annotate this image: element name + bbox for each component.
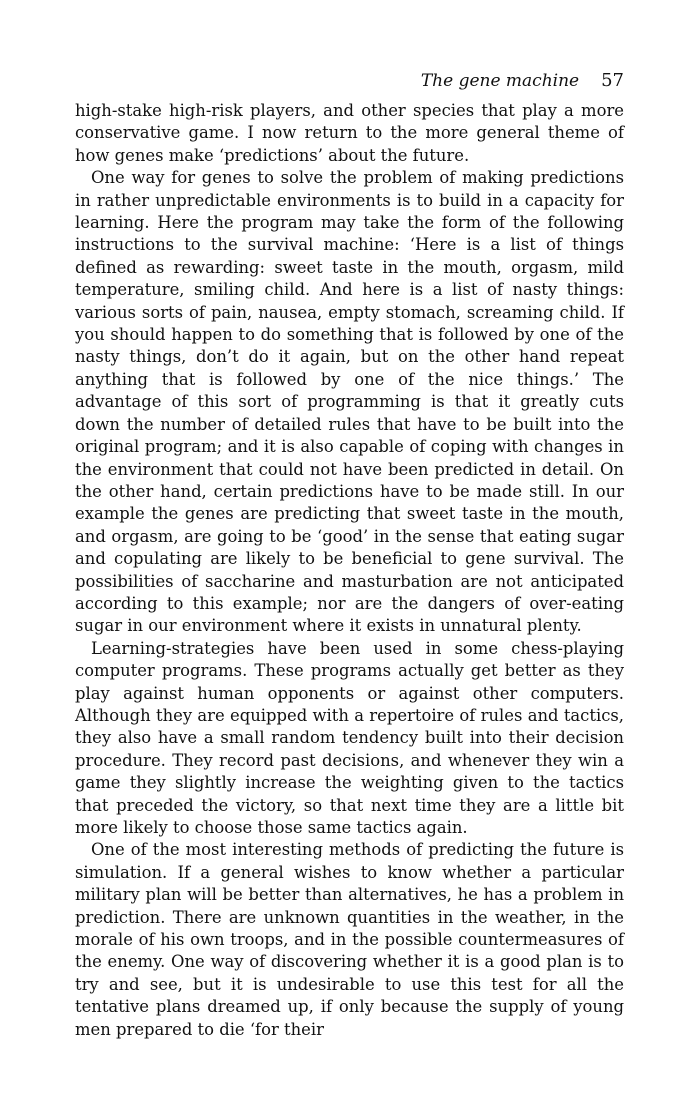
running-head [75,70,624,92]
paragraph-learning: One way for genes to solve the problem of making predictions in rather unpredictable environments is to build in a capacity for learning. Here the program may take the form of the following instructions to the survival machine: ‘Here is a list of things defined as rewarding: sweet taste in the mouth, orgasm, mild temperature, smiling child. And here is a list of nasty things: various sorts of pain, nausea, empty stomach, screaming child. If you should happen to do something that is followed by one of the nasty things, don’t do it again, but on the other hand repeat anything that is followed by one of the nice things.’ The advantage of this sort of programming is that it greatly cuts down the number of detailed rules that have to be built into the original program; and it is also capable of coping with changes in the environment that could not have been predicted in detail. On the other hand, certain predictions have to be made still. In our example the genes are predicting that sweet taste in the mouth, and orgasm, are going to be ‘good’ in the sense that eating sugar and copulating are likely to be beneficial to gene survival. The possibilities of saccharine and masturbation are not anticipated according to this example; nor are the dangers of over-eating sugar in our environment where it exists in unnatural plenty. [75,168,624,636]
paragraph-chess-programs: Learning-strategies have been used in some chess-playing computer programs. These programs actually get better as they play against human opponents or against other computers. Although they are equipped with a repertoire of rules and tactics, they also have a small random tendency built into their decision procedure. They record past decisions, and whenever they win a game they slightly increase the weighting given to the tactics that preceded the victory, so that next time they are a little bit more likely to choose those same tactics again. [75,638,624,837]
page-number: 57 [601,70,624,91]
running-title: The gene machine [420,71,580,91]
paragraph-continued: high-stake high-risk players, and other species that play a more conservative game. I now return to the more general theme of how genes make ‘predictions’ about the future. [75,101,624,165]
body-text [75,100,624,1041]
paragraph-simulation: One of the most interesting methods of predicting the future is simulation. If a general wishes to know whether a particular military plan will be better than alternatives, he has a problem in prediction. There are unknown quantities in the weather, in the morale of his own troops, and in the possible countermeasures of the enemy. One way of discovering whether it is a good plan is to try and see, but it is undesirable to use this test for all the tentative plans dreamed up, if only because the supply of young men prepared to die ‘for their [75,840,624,1039]
